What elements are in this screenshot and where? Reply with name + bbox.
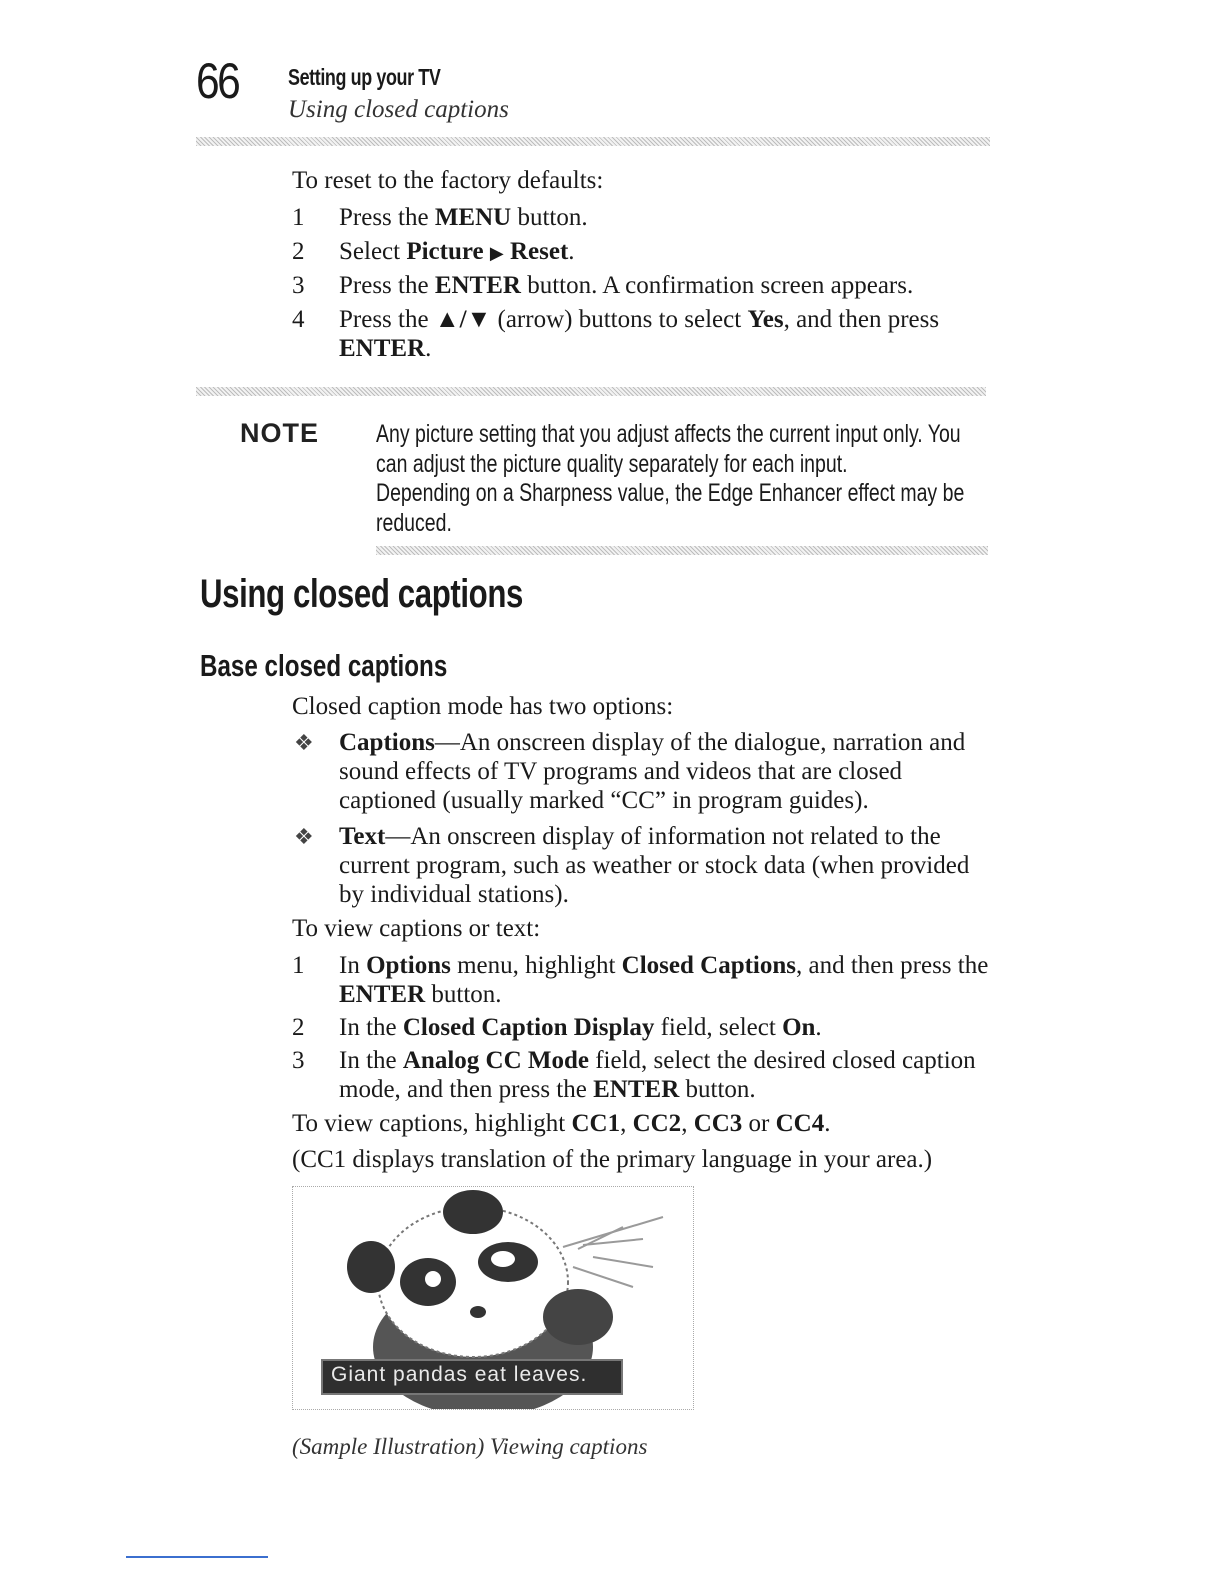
bullet-text: —An onscreen display of information not related to the current program, such as weather or stock data (when provided by individual stations). [339,823,970,908]
step-text: In the [339,1047,403,1074]
cc-intro: Closed caption mode has two options: [292,693,674,720]
heading-using-closed-captions: Using closed captions [200,572,523,616]
step-number: 2 [292,1014,305,1041]
arrow-keys: ▲/▼ [434,306,492,333]
step-text: Select [339,238,407,265]
note-bottom-divider [376,546,988,555]
header-divider [196,137,990,146]
step-keyword: ENTER [434,272,521,299]
step-keyword: ENTER [593,1076,680,1103]
cc4-label: CC4 [775,1110,825,1137]
step-text: field, select [654,1014,783,1041]
bullet-term: Text [339,823,386,850]
bamboo-leaves [563,1217,663,1287]
step-text: Press the [339,272,435,299]
panda-paw [543,1289,613,1345]
note-line: Depending on a Sharpness value, the Edge Enhancer effect may be reduced. [376,479,965,537]
step-number: 2 [292,238,305,265]
separator: or [742,1110,776,1137]
note-label: NOTE [240,418,320,448]
separator: , [681,1110,694,1137]
step-number: 1 [292,204,305,231]
step-keyword: Analog CC Mode [402,1047,589,1074]
bullet-text: —An onscreen display of the dialogue, narration and sound effects of TV programs and videos that are closed captioned (usually marked “CC” in program guides). [339,729,966,814]
view-captions-line [292,1109,830,1138]
cc1-note: (CC1 displays translation of the primary language in your area.) [292,1146,933,1173]
panda-nose [470,1306,486,1318]
caption-overlay [321,1359,623,1395]
step-text: button. [511,204,588,231]
step-keyword: Closed Captions [621,952,797,979]
cc1-label: CC1 [571,1110,621,1137]
step-text: button. A confirmation screen appears. [520,272,914,299]
right-arrow-icon: ▶ [489,243,504,263]
footer-rule [126,1556,268,1558]
step-text: . [568,238,575,265]
step-keyword: MENU [434,204,512,231]
sample-illustration [292,1186,694,1410]
reset-intro: To reset to the factory defaults: [292,167,604,194]
note-top-divider [196,387,986,396]
diamond-bullet-icon: ❖ [294,824,314,849]
panda-ear [443,1190,503,1234]
bullet-term: Captions [339,729,435,756]
step-keyword: Picture [406,238,484,265]
step-text: Press the [339,204,435,231]
step-text: button. [679,1076,756,1103]
step-text: In the [339,1014,403,1041]
step-text: menu, highlight [450,952,622,979]
step-text: , and then press the [796,952,989,979]
step-text: In [339,952,367,979]
step-keyword: Options [366,952,451,979]
diamond-bullet-icon: ❖ [294,730,314,755]
step-text: . [815,1014,822,1041]
note-text [376,420,984,538]
step-number: 1 [292,952,305,979]
cc3-label: CC3 [693,1110,743,1137]
section-title: Setting up your TV [288,64,441,90]
note-line: Any picture setting that you adjust affects the current input only. You can adjust the picture quality separately for each input. [376,420,961,478]
view-intro: To view captions or text: [292,915,541,942]
step-keyword: Reset [509,238,569,265]
step-keyword: ENTER [339,981,426,1008]
step-text: button. [425,981,502,1008]
cc2-label: CC2 [632,1110,682,1137]
step-text: field, select the desired closed caption mode, and then press the [339,1047,976,1103]
line-text: To view captions, highlight [292,1110,572,1137]
subsection-title: Using closed captions [288,96,509,123]
step-text: (arrow) buttons to select [491,306,748,333]
step-keyword: Closed Caption Display [402,1014,655,1041]
figure-caption: (Sample Illustration) Viewing captions [292,1434,648,1459]
step-text: . [425,335,432,362]
step-keyword: On [782,1014,816,1041]
step-number: 4 [292,306,305,333]
step-number: 3 [292,1047,305,1074]
panda-ear [347,1241,395,1293]
step-keyword: ENTER [339,335,426,362]
page-number: 66 [196,53,239,109]
step-text: , and then press [783,306,940,333]
heading-base-closed-captions: Base closed captions [200,648,448,683]
caption-overlay-text: Giant pandas eat leaves. [331,1363,588,1386]
separator: , [620,1110,633,1137]
separator: . [824,1110,831,1137]
step-text: Press the [339,306,435,333]
step-keyword: Yes [747,306,784,333]
step-number: 3 [292,272,305,299]
